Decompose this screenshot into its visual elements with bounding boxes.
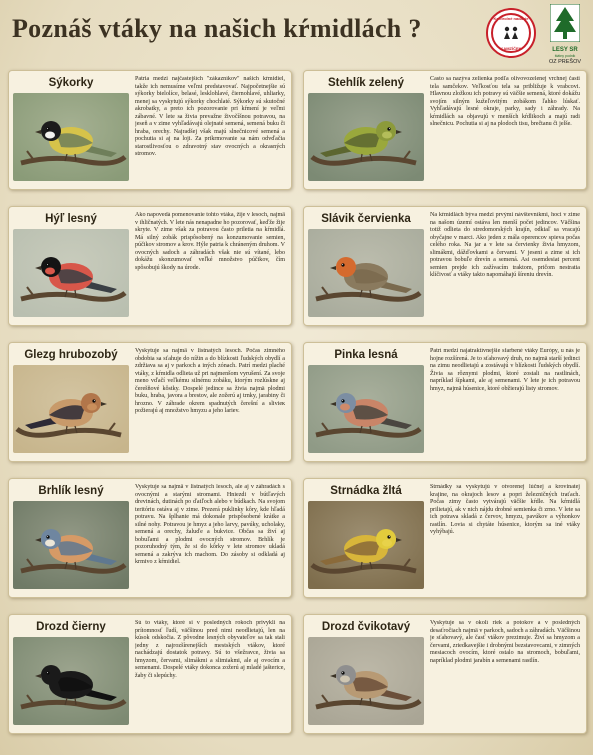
bird-name: Brhlík lesný — [38, 485, 104, 497]
bird-photo — [308, 637, 424, 725]
bird-photo — [13, 365, 129, 453]
bird-photo — [308, 229, 424, 317]
bird-photo — [13, 229, 129, 317]
forest-logo-name: LESY SR — [552, 47, 578, 53]
bird-card-slavik-cervienka — [303, 206, 587, 326]
page-title: Poznáš vtáky na našich kŕmidlách ? — [12, 14, 422, 43]
forest-logo-branch: OZ PREŠOV — [548, 59, 582, 65]
bird-illustration — [308, 365, 424, 453]
bird-card-brhlik-lesny — [8, 478, 292, 598]
bird-photo — [13, 637, 129, 725]
bird-description: Sú to vtáky, ktoré si v posledných rokoch privykli na prítomnosť ľudí, väčšinou pred nimi neodlietajú, len na kúsok odskočia. Z pôvodne lesných obyvateľov sa tak stali jedny z najrozšírenejších mestských vtákov, ktoré nachádzajú dostatok potravy. Sú to všežravce, živia sa hmyzom, červami, slimákmi a slimiakmi, ale aj ovocím a semenami. Dospelé vtáky dokonca zožerú aj mladé jašterice, žaby či slepúchy. — [135, 620, 285, 679]
bird-card-pinka-lesna — [303, 342, 587, 462]
bird-illustration — [13, 501, 129, 589]
bird-card-drozd-cvikotavy — [303, 614, 587, 734]
bird-description: Vyskytuje sa najmä v listnatých lesoch. Počas zimného obdobia sa sťahuje do nížin a do blízkosti ľudských obydlí a zdržiava sa aj v parkoch a iných zónach. Patrí medzi plaché vtáky, z kŕmidla odlieta už pri najmenšom vyrušení. Za svoje meno vďačí veľkému silnému zobáku, ktorým rozlúskne aj čerešňové kôstky. Dospelé jedince sa živia najmä plodmi buku, hraba, javora a brestov, ale zožerú aj trnky, jarabiny či hrozno. V záhrade okrem spadnutých čerešní a slivieк požierajú aj množstvo hmyzu a jeho lariev. — [135, 348, 285, 415]
bird-illustration — [308, 93, 424, 181]
bird-description: Vyskytuje sa v okolí riek a potokov a v posledných desaťročiach najmä v parkoch, sadoch a záhradách. Väčšinou je sťahovavý, ale časť vtákov prezimuje. Živí sa hmyzom a červami, zriedkavejšie i drobnými bezstavovcami, v zimných mesiacoch ovocím, ktoré ostalo na stromoch, bobuľami, napríklad plodmi jarabín a semenami rastlín. — [430, 620, 580, 664]
bird-name: Strnádka žltá — [330, 485, 402, 497]
bird-illustration — [308, 501, 424, 589]
forest-logo-sub: štátny podnik — [554, 54, 576, 58]
bird-photo — [308, 501, 424, 589]
bird-name: Pinka lesná — [334, 349, 398, 361]
bird-card-stehlik-zeleny — [303, 70, 587, 190]
bird-illustration — [13, 637, 129, 725]
club-logo — [486, 8, 536, 58]
bird-photo — [308, 365, 424, 453]
bird-description: Strnádky sa vyskytujú v otvorenej lúčnej a krovinatej krajine, na okrajoch lesov a popri železničných traťach. Počas zimy často vytvárajú väčšie kŕdle. Na kŕmidlá prilietajú, ak v nich nájdu drobné semienka či zrno. V lete sa ich potrava skladá z červov, hmyzu, pavúkov a výhonkov rastlín. Loviа si chytáte húsenice, ktorým sa iné vtáky vyhýbajú. — [430, 484, 580, 536]
bird-name: Drozd čvikotavý — [321, 621, 411, 633]
bird-name: Glezg hrubozobý — [24, 349, 118, 361]
bird-illustration — [13, 93, 129, 181]
bird-illustration — [308, 637, 424, 725]
bird-illustration — [13, 229, 129, 317]
bird-name: Drozd čierny — [36, 621, 106, 633]
bird-description: Na kŕmidlách býva medzi prvými návštevníkmi, hoci v zime na našom území ostáva len menší počet jedincov. Väčšina totiž odlieta do stredomorských krajín, odkiaľ sa vracajú obyčajne v marci. Ako jeden z mála operencov spieva počas celého roka. Na jar a v lete sa červienky živia hmyzom, slimákmi, dážďovkami a červami. V jeseni a zime si ich potravou bobuľe drevín a semená. Asi osemdesiat percent semien prejde ich zažívacím traktom, pričom nestratia klíčivosť a vtáky takto napomáhajú šíreniu drevín. — [430, 212, 580, 279]
bird-card-sykorky — [8, 70, 292, 190]
bird-name: Sýkorky — [48, 77, 94, 89]
bird-name: Slávik červienka — [321, 213, 411, 225]
bird-card-strnadka-zlta — [303, 478, 587, 598]
forest-logo — [542, 4, 588, 66]
people-icon — [502, 26, 520, 40]
bird-photo — [13, 501, 129, 589]
bird-name: Hýľ lesný — [45, 213, 97, 225]
bird-photo — [308, 93, 424, 181]
bird-name: Stehlík zelený — [327, 77, 405, 89]
club-logo-top-text: Kontrolné nadácie — [493, 16, 529, 21]
bird-card-hyl-lesny — [8, 206, 292, 326]
club-logo-bottom-text: KAMZÍČEK — [500, 46, 522, 51]
bird-description: Vyskytuje sa najmä v listnatých lesoch, ale aj v záhradách s ovocnými a starými stromami. Hniezdi v bútľavých drevinách, dutinách po ďatľoch alebo v búdkach. Na svojom teritóriu ostáva aj v zime. Prezerá puklinky kôry, kde hľadá potravu. Na šplhanie má dokonale prispôsobené krátke a silné nohy. Potravou je hmyz a jeho larvy, pavúky, ucholaky, semená a orechy, žaluďe a bukvice. Občas sa živí aj bobuľami a plodmi ovocných stromov. Brhlík je pozoruhodný tým, že si do kôrky v lete stromov ukladá semená a zakrýva ich machom. Do zásoby si odkladá aj krmivo z kŕmidiel. — [135, 484, 285, 566]
bird-description: Často sa nazýva zelienka podľa olivovozelenej vrchnej časti tela samčekov. Veľkosťou tela sa približuje k vrabcovi. Hlavnou zložkou ich potravy sú väčšie semená, ktoré dokážu svojím silným kužeľovitým zobákom ľahko lúskať. Vyhľadávajú lesné okraje, parky, sady i záhrady. Na kŕmidlách sa objavujú v menších kŕdlikoch a majú radi slnečnicu. Pochutia si aj na plodoch tisu, brečtanu či jelše. — [430, 76, 580, 128]
bird-illustration — [13, 365, 129, 453]
bird-illustration — [308, 229, 424, 317]
bird-description: Patrí medzi najatraktívnejšie sfarbené vtáky Európy, u nás je hojne rozšírená. Je to sťahovavý druh, no najmä starší jedinci na zimu neodlietajú a zostávajú v blízkosti ľudských obydlí. Živia sa rôznymi plodmi, ktoré zostali na rastlinách, napríklad šípkami, ale aj semenami. V lete je ich potravou hmyz, najmä húsenice, ktoré obžierajú listy stromov. — [430, 348, 580, 392]
bird-description: Ako napovedá pomenovanie tohto vtáka, žije v lesoch, najmä v ihličnatých. V lete nás nenapadne ho pozorovať, keďže žije skryte. V zime však za potravou často priletia na kŕmidlá. Má silný zobák prispôsobený na konzumovanie semien, púčikov stromov a krov. Hýle patria k chráneným druhom. V ovocných sadoch a záhradách však nie sú vítané, lebo dokážu skonzumovať veľké množstvo púčikov, čím spôsobujú škody na úrode. — [135, 212, 285, 271]
bird-description: Patria medzi najčastejších "zákazníkov" našich kŕmidiel, takže ich nemusíme veľmi predstavovať. Najpočetnejšie sú sýkorky bielolíce, belasé, lesklohlavé, čiernohlavé, uhliarky, menej sa vyskytujú sýkorky chochlaté. Sýkorky sú skutočné akrobatky, a preto ich pozorovanie pri kŕmení je veľmi zábavné. V lete sa živia prevažne živočíšnou potravou, na jeseň a v zime vyhľadávajú olejnaté semená, semená buku či hraba, orechy. Najradšej však majú slnečnicové semená a pochutia si aj na loji. Za prikrmovanie sa nám odvďačia starostlivosťou o zdravotný stav ovocných a okrasných stromov. — [135, 76, 285, 158]
bird-photo — [13, 93, 129, 181]
tree-icon — [550, 4, 580, 42]
bird-card-drozd-cierny — [8, 614, 292, 734]
bird-card-glezg-hrubozoby — [8, 342, 292, 462]
